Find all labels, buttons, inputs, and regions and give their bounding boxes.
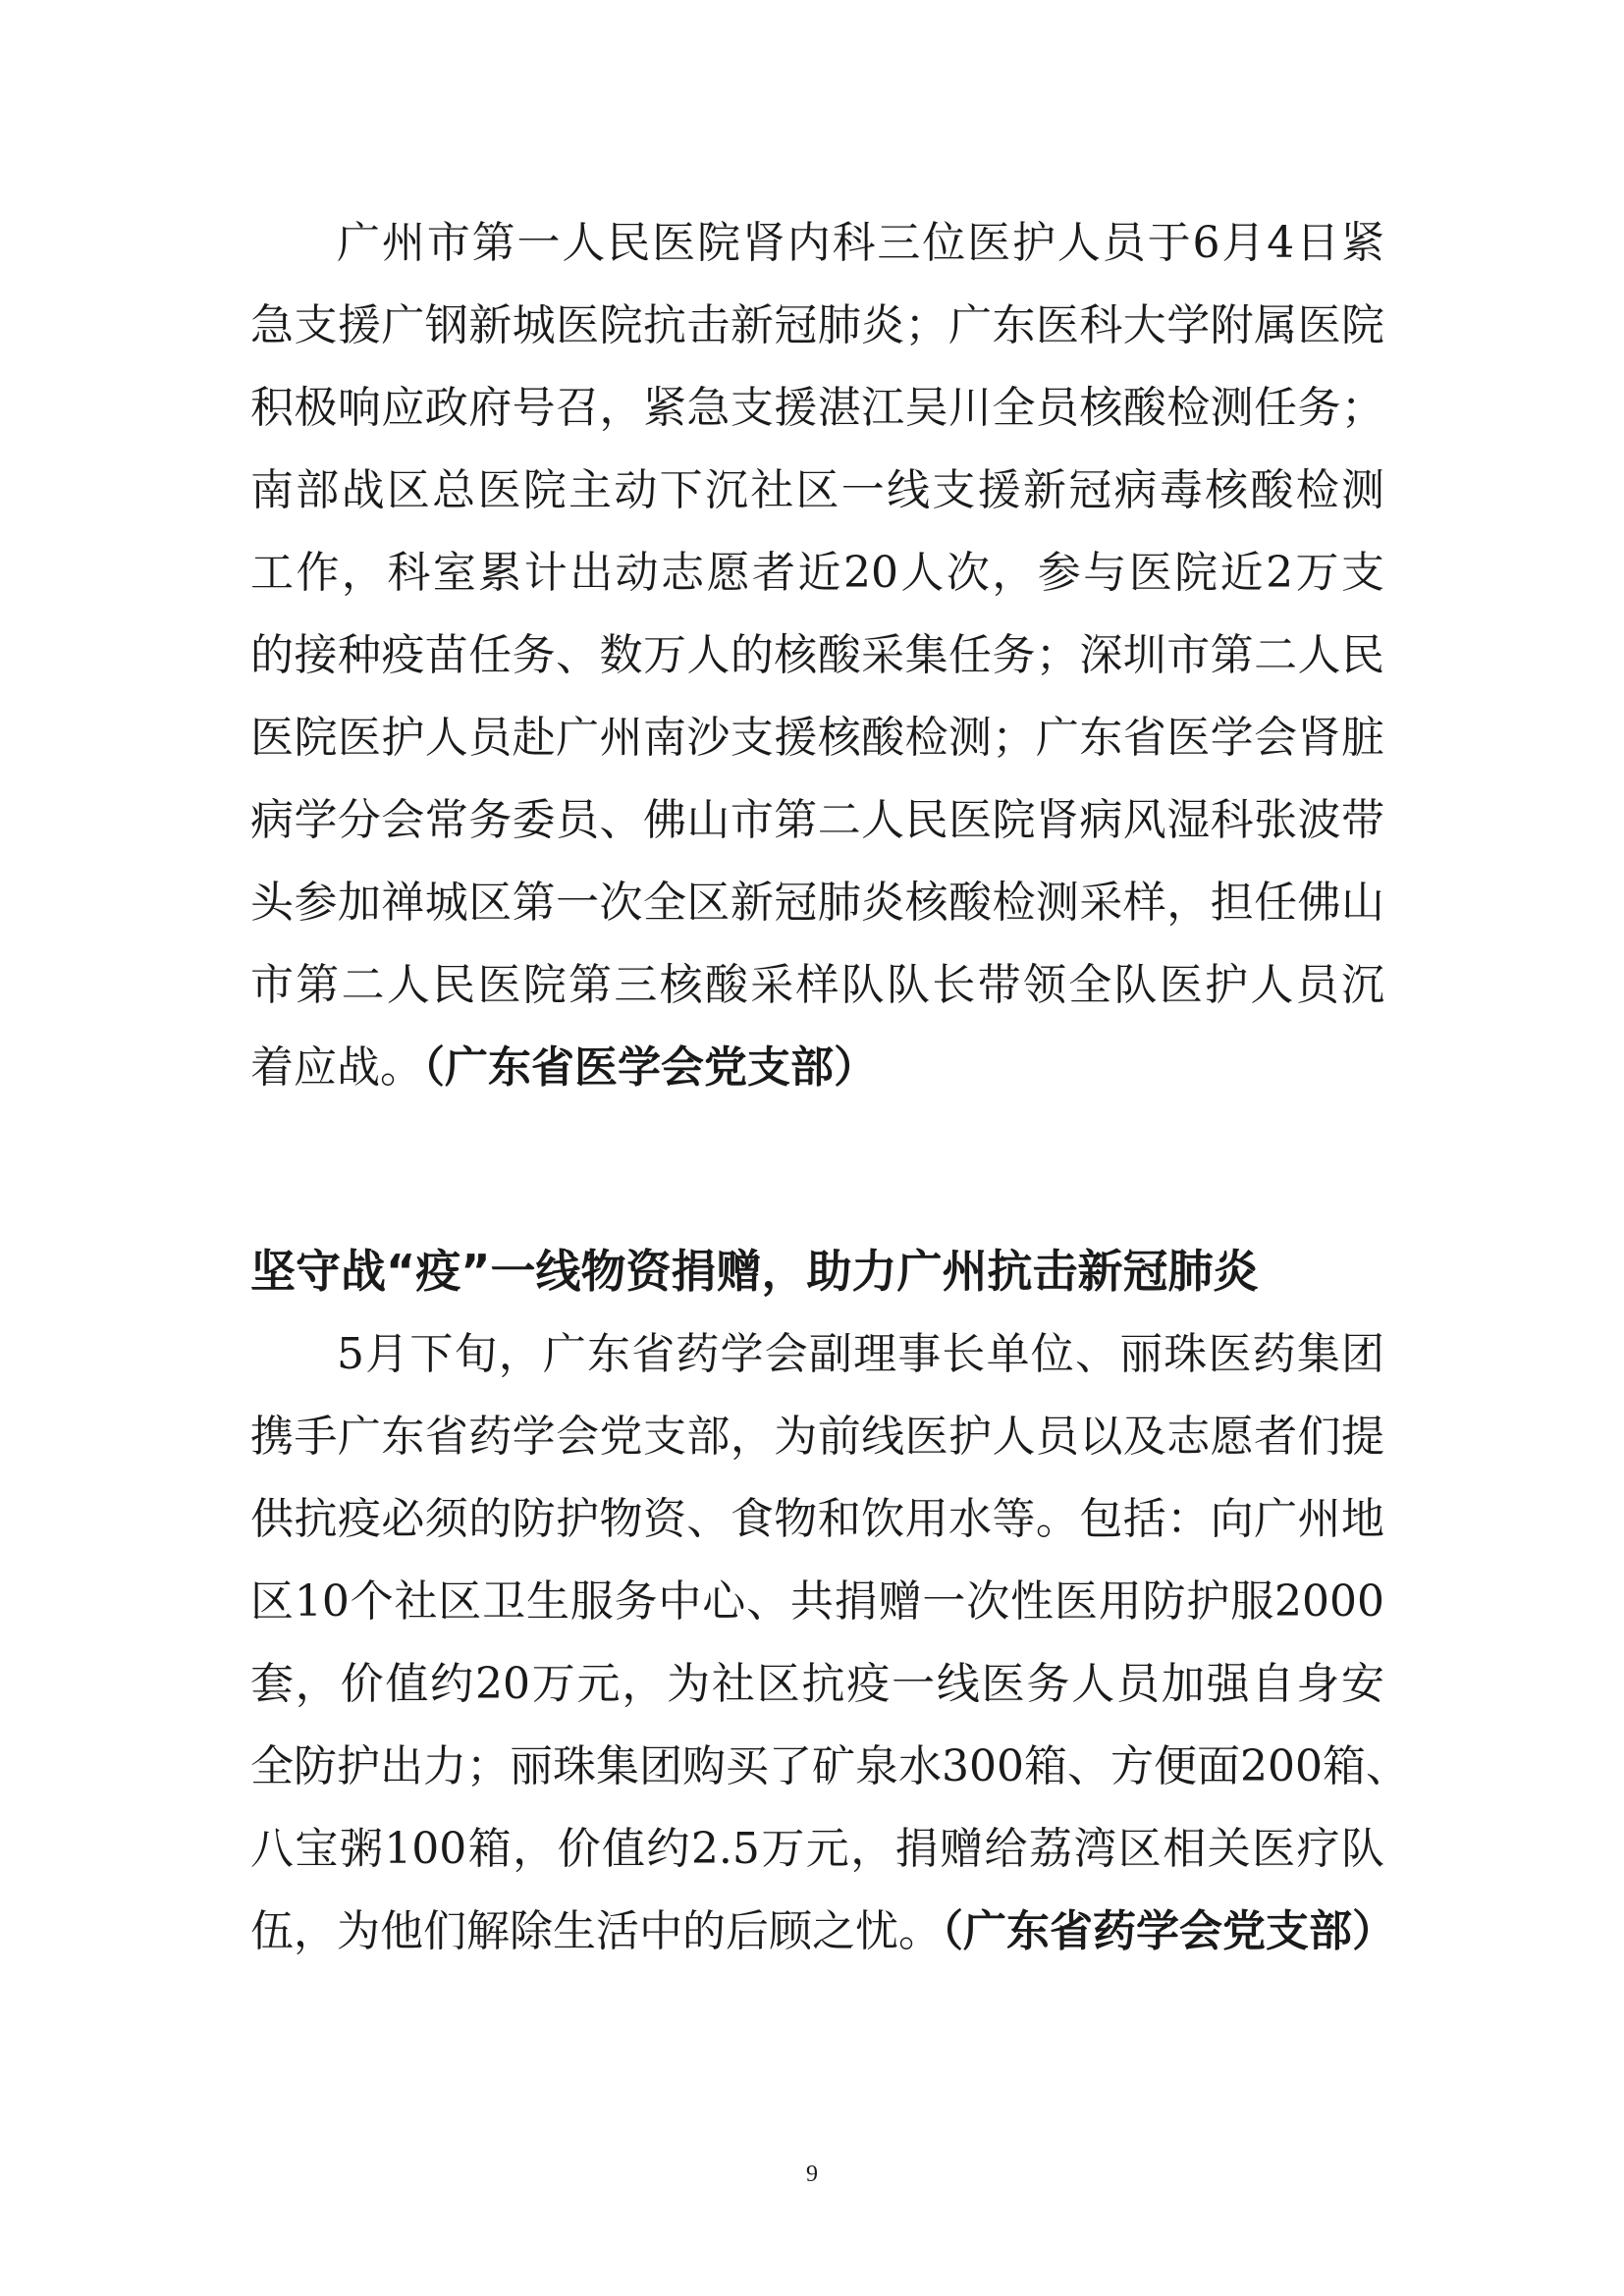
- attribution: （广东省医学会党支部）: [423, 1042, 877, 1093]
- paragraph-line: 头参加禅城区第一次全区新冠肺炎核酸检测采样，担任佛山: [250, 878, 1384, 928]
- paragraph-line: 医院医护人员赴广州南沙支援核酸检测；广东省医学会肾脏: [250, 713, 1384, 763]
- paragraph-last-line: [250, 1039, 1384, 1097]
- paragraph-line: 南部战区总医院主动下沉社区一线支援新冠病毒核酸检测: [250, 465, 1384, 515]
- paragraph-line: 5月下旬，广东省药学会副理事长单位、丽珠医药集团: [337, 1329, 1384, 1379]
- paragraph-line: 全防护出力；丽珠集团购买了矿泉水300箱、方便面200箱、: [250, 1741, 1409, 1791]
- paragraph-line: 急支援广钢新城医院抗击新冠肺炎；广东医科大学附属医院: [250, 300, 1384, 350]
- paragraph-line: 市第二人民医院第三核酸采样队队长带领全队医护人员沉: [250, 960, 1384, 1010]
- paragraph-line: 八宝粥100箱，价值约2.5万元，捐赠给荔湾区相关医疗队: [250, 1824, 1384, 1874]
- paragraph-line: 携手广东省药学会党支部，为前线医护人员以及志愿者们提: [250, 1412, 1384, 1462]
- paragraph-line: 积极响应政府号召，紧急支援湛江吴川全员核酸检测任务；: [250, 383, 1384, 433]
- attribution: （广东省药学会党支部）: [942, 1906, 1395, 1956]
- paragraph-line: 套，价值约20万元，为社区抗疫一线医务人员加强自身安: [250, 1659, 1384, 1709]
- section-heading: 坚守战“疫”一线物资捐赠，助力广州抗击新冠肺炎: [250, 1245, 1259, 1298]
- paragraph-line: 病学分会常务委员、佛山市第二人民医院肾病风湿科张波带: [250, 795, 1384, 845]
- paragraph-line: 供抗疫必须的防护物资、食物和饮用水等。包括：向广州地: [250, 1494, 1384, 1544]
- paragraph-line: 的接种疫苗任务、数万人的核酸采集任务；深圳市第二人民: [250, 630, 1384, 680]
- paragraph-line: 广州市第一人民医院肾内科三位医护人员于6月4日紧: [337, 218, 1384, 268]
- paragraph-text: 着应战。: [250, 1042, 423, 1093]
- paragraph-line: 区10个社区卫生服务中心、共捐赠一次性医用防护服2000: [250, 1576, 1384, 1627]
- paragraph-text: 伍，为他们解除生活中的后顾之忧。: [250, 1906, 942, 1956]
- paragraph-last-line: [250, 1902, 1395, 1961]
- page-number: 9: [806, 2162, 818, 2187]
- paragraph-line: 工作，科室累计出动志愿者近20人次，参与医院近2万支: [250, 548, 1384, 598]
